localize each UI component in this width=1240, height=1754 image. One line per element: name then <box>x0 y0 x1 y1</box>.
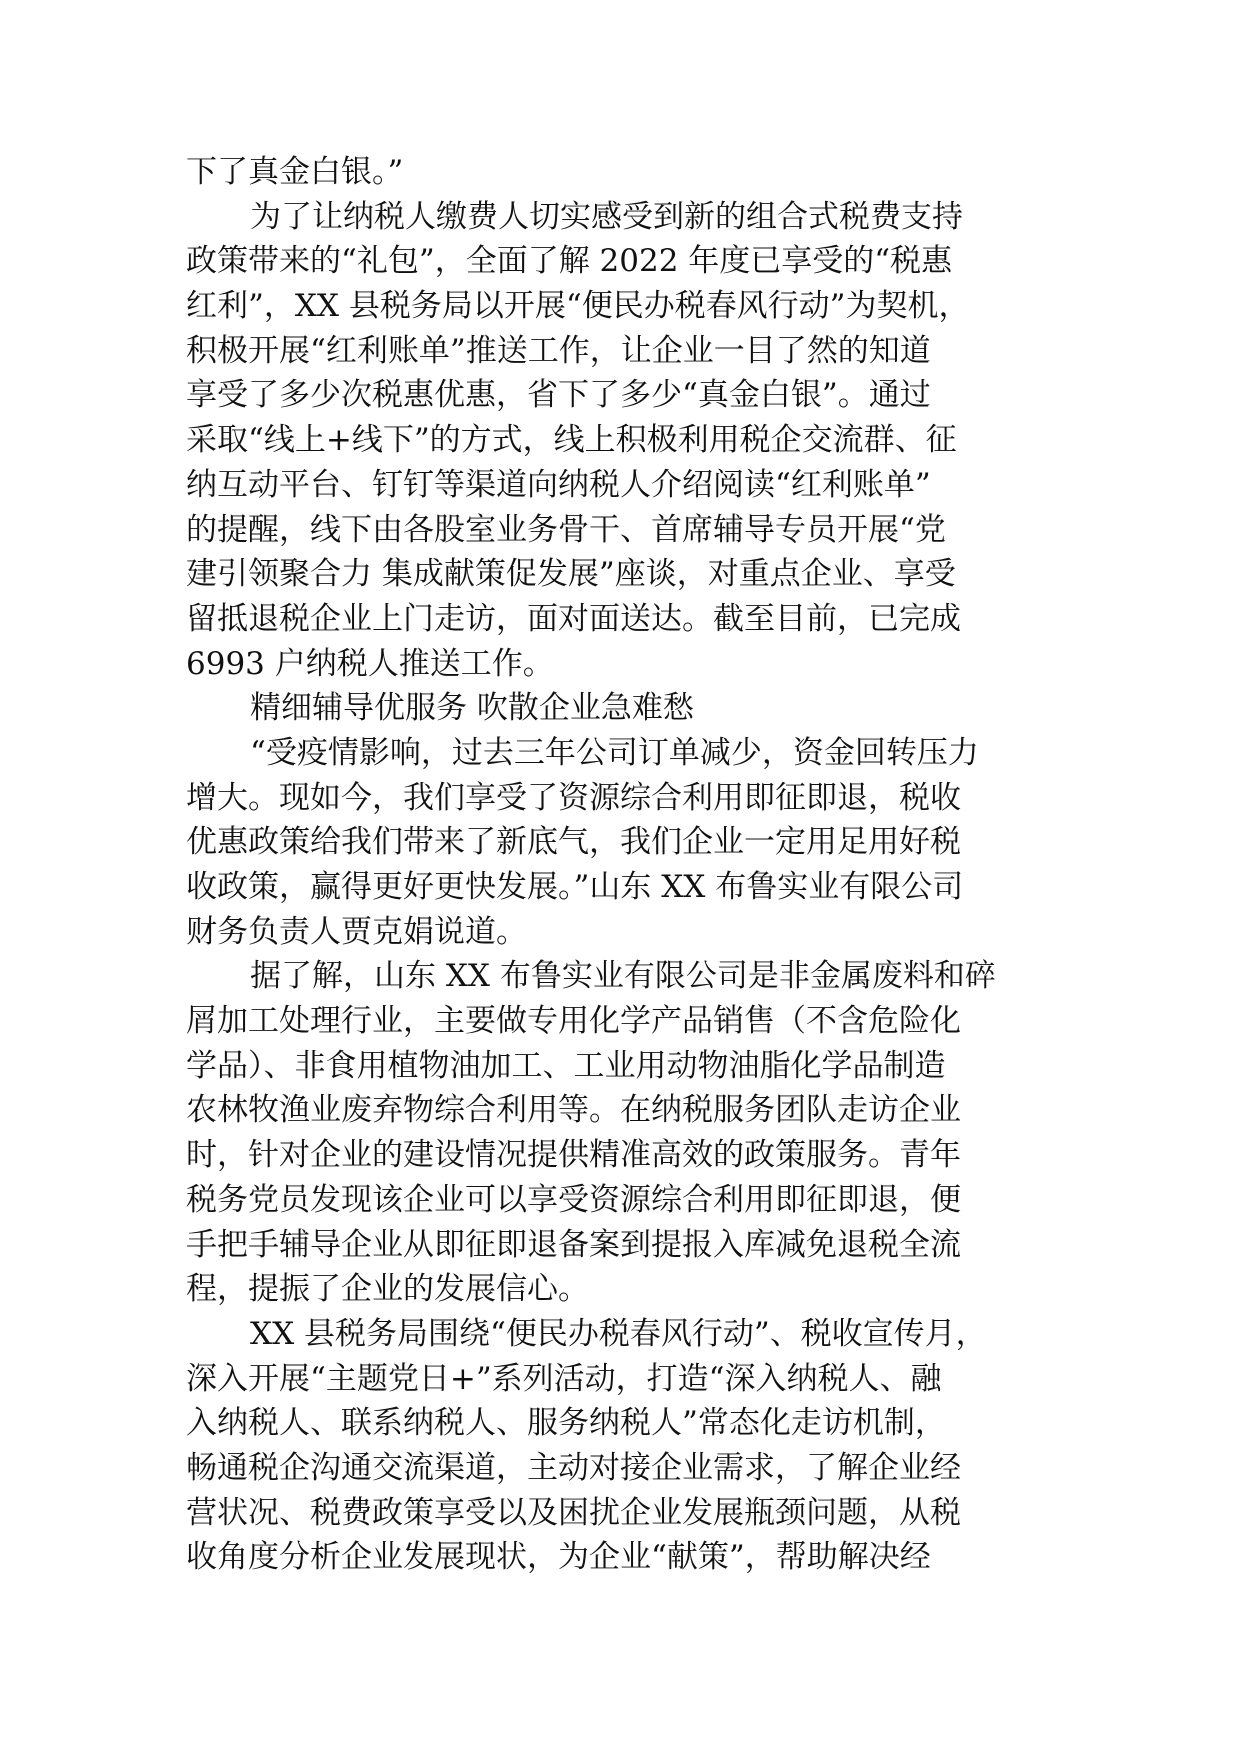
section-heading: 精细辅导优服务 吹散企业急难愁 <box>250 690 694 727</box>
text-line: 建引领聚合力 集成献策促发展”座谈，对重点企业、享受 <box>186 556 956 593</box>
text-line: 畅通税企沟通交流渠道，主动对接企业需求，了解企业经 <box>186 1449 961 1486</box>
text-line: 时，针对企业的建设情况提供精准高效的政策服务。青年 <box>186 1137 961 1174</box>
text-line: 营状况、税费政策享受以及困扰企业发展瓶颈问题，从税 <box>186 1494 961 1531</box>
text-line: 6993 户纳税人推送工作。 <box>186 645 554 682</box>
text-line: 增大。现如今，我们享受了资源综合利用即征即退，税收 <box>186 779 961 816</box>
text-line: 政策带来的“礼包”，全面了解 2022 年度已享受的“税惠 <box>186 243 953 280</box>
text-line: 的提醒，线下由各股室业务骨干、首席辅导专员开展“党 <box>186 511 946 548</box>
text-line: 收政策，赢得更好更快发展。”山东 XX 布鲁实业有限公司 <box>186 869 964 905</box>
text-line: 深入开展“主题党日+”系列活动，打造“深入纳税人、融 <box>186 1360 942 1397</box>
text-line: 手把手辅导企业从即征即退备案到提报入库减免退税全流 <box>186 1226 961 1263</box>
text-line: 享受了多少次税惠优惠，省下了多少“真金白银”。通过 <box>186 377 931 414</box>
text-line: 入纳税人、联系纳税人、服务纳税人”常态化走访机制， <box>186 1405 946 1442</box>
paragraph-start-line: 为了让纳税人缴费人切实感受到新的组合式税费支持 <box>250 198 963 235</box>
text-line: 收角度分析企业发展现状，为企业“献策”，帮助解决经 <box>186 1539 931 1576</box>
text-line: 程，提振了企业的发展信心。 <box>186 1271 589 1308</box>
text-line: 税务党员发现该企业可以享受资源综合利用即征即退，便 <box>186 1181 961 1218</box>
text-line: 屑加工处理行业，主要做专用化学产品销售（不含危险化 <box>186 1003 961 1040</box>
text-line: 留抵退税企业上门走访，面对面送达。截至目前，已完成 <box>186 600 961 637</box>
text-line: 纳互动平台、钉钉等渠道向纳税人介绍阅读“红利账单” <box>186 466 931 503</box>
text-line: 下了真金白银。” <box>186 154 404 190</box>
paragraph-start-line: XX 县税务局围绕“便民办税春风行动”、税收宣传月， <box>250 1315 987 1352</box>
paragraph-start-line: 据了解，山东 XX 布鲁实业有限公司是非金属废料和碎 <box>250 958 996 995</box>
text-line: 积极开展“红利账单”推送工作，让企业一目了然的知道 <box>186 332 931 369</box>
text-line: 财务负责人贾克娟说道。 <box>186 913 527 950</box>
text-line: 红利”，XX 县税务局以开展“便民办税春风行动”为契机， <box>186 288 970 325</box>
article-body <box>186 150 1066 1580</box>
paragraph-start-line: “受疫情影响，过去三年公司订单减少，资金回转压力 <box>250 734 979 771</box>
text-line: 采取“线上+线下”的方式，线上积极利用税企交流群、征 <box>186 422 957 459</box>
text-line: 农林牧渔业废弃物综合利用等。在纳税服务团队走访企业 <box>186 1092 961 1129</box>
text-line: 优惠政策给我们带来了新底气，我们企业一定用足用好税 <box>186 824 961 861</box>
text-line: 学品）、非食用植物油加工、工业用动物油脂化学品制造 <box>186 1047 946 1084</box>
